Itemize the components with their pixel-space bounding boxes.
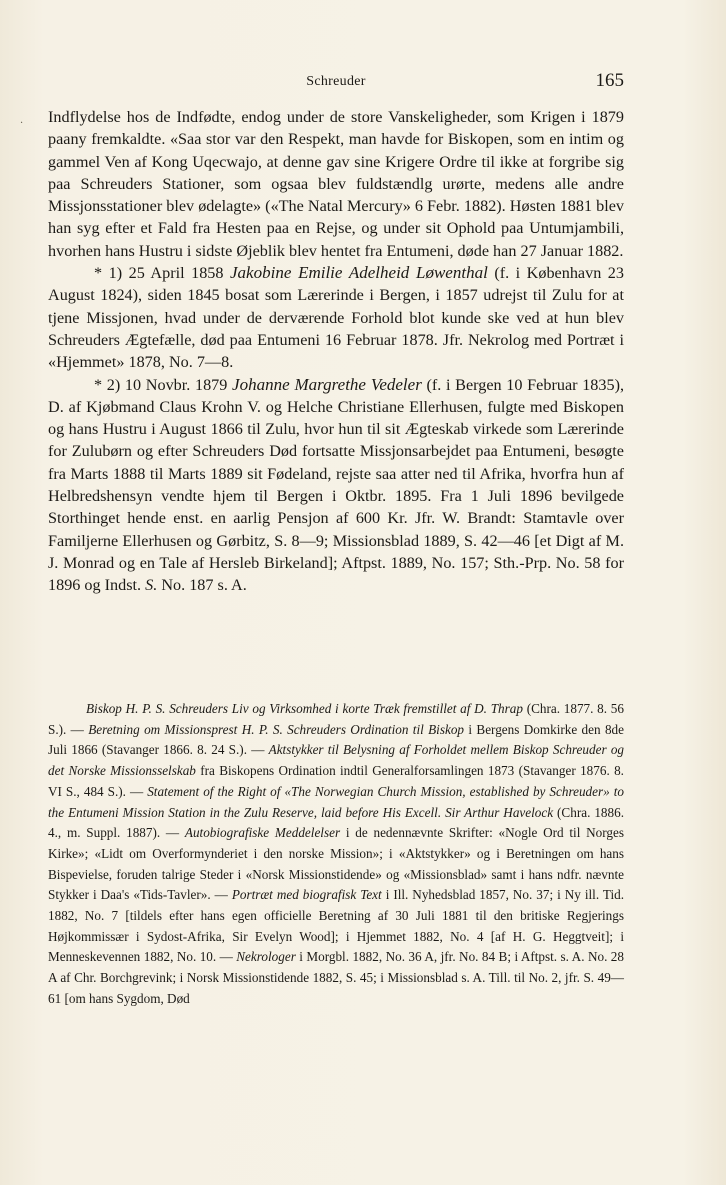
- second-wife-lead: * 2) 10 Novbr. 1879: [94, 375, 233, 394]
- paragraph-second-wife: [48, 374, 624, 597]
- note-title: Aktstykker til Belysning af Forholdet mellem Biskop Schreuder og det Norske Missionsselskab: [48, 742, 625, 779]
- bibliography-paragraph: [48, 699, 624, 1010]
- paragraph-continuation: Indflydelse hos de Indfødte, endog under de store Vanskeligheder, som Krigen i 1879 paany fremkaldte. «Saa stor var den Respekt, man havde for Biskopen, som en intim og gammel Ven af Kong Uqecwajo, at denne gav sine Krigere Ordre til ikke at forgribe sig paa Schreuders Stationer, som ogsaa blev fuldstændlg urørte, medens alle andre Missjonsstationer blev ødelagte» («The Natal Mercury» 6 Febr. 1882). Høsten 1881 blev han syg efter et Fald fra Hesten paa en Rejse, og under sit Ophold paa Untumjambili, hvorhen hans Hustru i sidste Øjeblik blev hentet fra Entumeni, døde han 27 Januar 1882.: [48, 108, 624, 260]
- note-text: (Chra. 1877. 8. 56 S.). —: [48, 701, 624, 737]
- note-title: Nekrologer: [236, 949, 296, 965]
- first-wife-lead: * 1) 25 April 1858: [94, 264, 230, 283]
- note-text: i Morgbl. 1882, No. 36 A, jfr. No. 84 B; i Aftpst. s. A. No. 28 A af Chr. Borchgrevink; i Norsk Missionstidende 1882, S. 45; i Missionsblad s. A. Till. til No. 2, jfr. S. 49—61 [om hans Sygdom, Død: [48, 949, 624, 1006]
- note-text: (Chra. 1886. 4., m. Suppl. 1887). —: [48, 804, 624, 841]
- second-wife-details: (f. i Bergen 10 Februar 1835), D. af Kjøbmand Claus Krohn V. og Helche Christiane Ellerhusen, fulgte med Biskopen og hans Hustru i August 1866 til Zulu, hvor hun til sit Ægteskab virkede som Lærerinde for Zulubørn og efter Schreuders Død fortsatte Missjonsarbejdet paa Entumeni, besøgte fra Marts 1888 til Marts 1889 sit Fødeland, rejste saa atter ned til Afrika, hvorfra hun af Helbredshensyn vendte hjem til Bergen i Oktbr. 1895. Fra 1 Juli 1896 bevilgede Storthinget hende enst. en aarlig Pensjon af 600 Kr. Jfr. W. Brandt: Stamtavle over Familjerne Ellerhusen og Gørbitz, S. 8—9; Missionsblad 1889, S. 42—46 [et Digt af M. J. Monrad og en Tale af Hersleb Birkeland]; Aftpst. 1889, No. 157; Sth.-Prp. No. 58 for 1896 og Indst.: [48, 375, 625, 595]
- first-wife-details: (f. i København 23 August 1824), siden 1845 bosat som Lærerinde i Bergen, i 1857 udrejst til Zulu for at tjene Missjonen, hvad under de derværende Forhold blot kunde ske ved at hun blev Schreuders Ægtefælle, død paa Entumeni 16 Februar 1878. Jfr. Nekrolog med Portræt i «Hjemmet» 1878, No. 7—8.: [48, 264, 624, 372]
- note-title: Portræt med biografisk Text: [231, 887, 382, 903]
- note-title: Statement of the Right of «The Norwegian Church Mission, established by Schreuder» to the Entumeni Mission Station in the Zulu Reserve, laid before His Excell. Sir Arthur Havelock: [48, 783, 624, 820]
- margin-dot: ·: [20, 118, 24, 129]
- running-title: Schreuder: [306, 74, 366, 89]
- note-text: i Bergens Domkirke den 8de Juli 1866 (Stavanger 1866. 8. 24 S.). —: [48, 721, 624, 758]
- page-number: 165: [595, 70, 624, 91]
- note-text: i de nedennævnte Skrifter: «Nogle Ord til Norges Kirke»; «Lidt om Overformynderiet i den norske Mission»; i «Aktstykker» og i Beretningen om hans Bispevielse, foruden talrige Steder i «Norsk Missionstidende» og «Missionsblad» samt i hans ndfr. nævnte Stykker i Daa's «Tids-Tavler». —: [48, 825, 624, 903]
- note-title: Beretning om Missionsprest H. P. S. Schreuders Ordination til Biskop: [88, 721, 465, 737]
- first-wife-name: Jakobine Emilie Adelheid Løwenthal: [230, 263, 488, 283]
- page-header: [48, 70, 624, 98]
- main-text: [48, 106, 624, 597]
- second-wife-name: Johanne Margrethe Vedeler: [232, 374, 422, 394]
- bibliography-notes: [48, 699, 624, 1010]
- second-wife-end: No. 187 s. A.: [157, 576, 247, 595]
- note-text: fra Biskopens Ordination indtil Generalforsamlingen 1873 (Stavanger 1876. 8. VI S., 484 S.). —: [48, 763, 624, 799]
- note-text: i Ill. Nyhedsblad 1857, No. 37; i Ny ill. Tid. 1882, No. 7 [tildels efter hans egen officielle Beretning af 30 Juli 1881 til den britiske Regjerings Højkommissær i Sydost-Afrika, Sir Evelyn Wood]; i Hjemmet 1882, No. 4 [af H. G. Heggtveit]; i Menneskevennen 1882, No. 10. —: [48, 887, 624, 965]
- note-title: Biskop H. P. S. Schreuders Liv og Virksomhed i korte Træk fremstillet af D. Thrap: [86, 701, 523, 716]
- second-wife-s-abbrev: S.: [145, 576, 158, 595]
- paragraph-first-wife: [48, 262, 624, 373]
- note-title: Autobiografiske Meddelelser: [184, 825, 341, 841]
